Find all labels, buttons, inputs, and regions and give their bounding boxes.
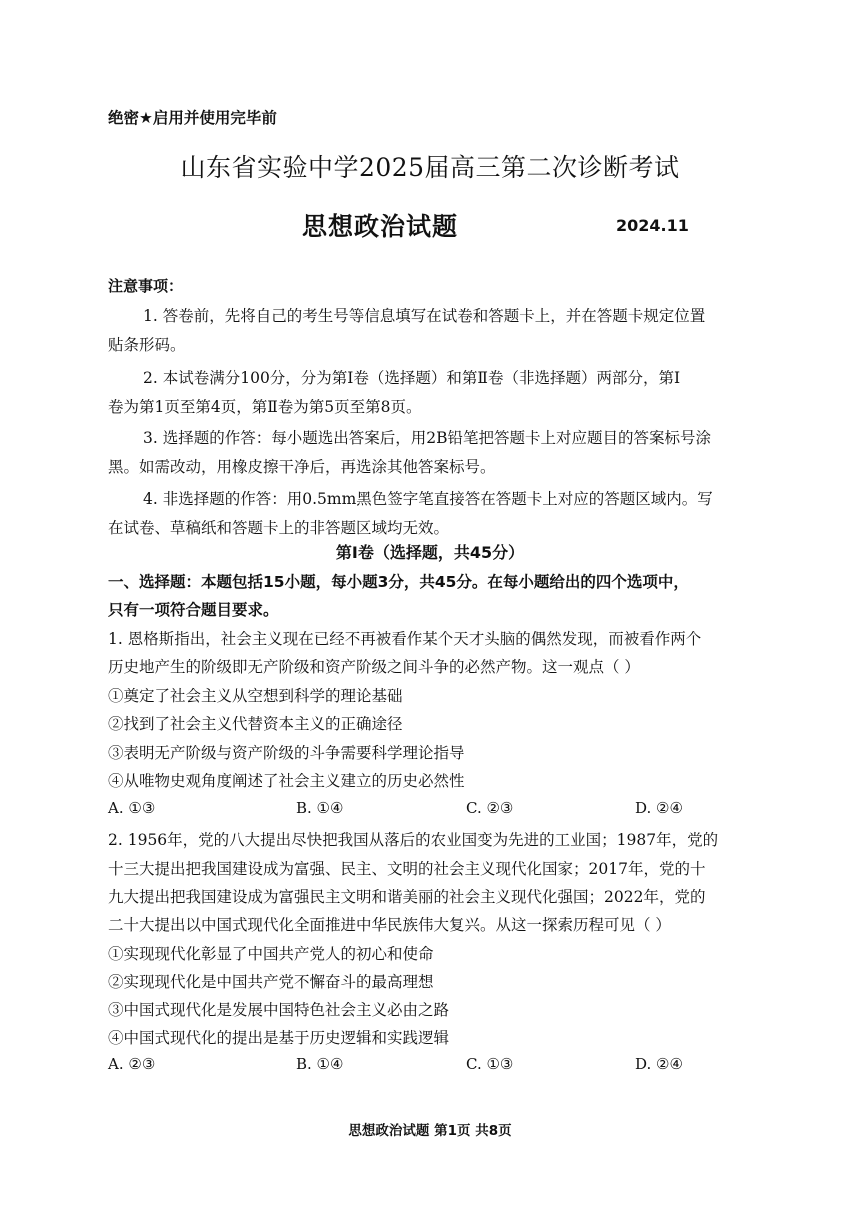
answer-option-d: D. ②④	[635, 1055, 683, 1073]
question-statement: ③表明无产阶级与资产阶级的斗争需要科学理论指导	[108, 744, 465, 762]
question-stem-line: 二十大提出以中国式现代化全面推进中华民族伟大复兴。从这一探索历程可见（ ）	[108, 916, 671, 934]
question-stem-line: 九大提出把我国建设成为富强民主文明和谐美丽的社会主义现代化强国；2022年，党的	[108, 888, 706, 906]
question-stem-line: 1. 恩格斯指出，社会主义现在已经不再被看作某个天才头脑的偶然发现，而被看作两个	[108, 630, 702, 648]
page-footer: 思想政治试题 第1页 共8页	[348, 1123, 512, 1139]
notice-line: 1. 答卷前，先将自己的考生号等信息填写在试卷和答题卡上，并在答题卡规定位置	[143, 307, 706, 325]
question-statement: ④中国式现代化的提出是基于历史逻辑和实践逻辑	[108, 1029, 450, 1047]
question-statement: ①实现现代化彰显了中国共产党人的初心和使命	[108, 945, 434, 963]
question-stem-line: 十三大提出把我国建设成为富强、民主、文明的社会主义现代化国家；2017年，党的十	[108, 860, 706, 878]
section-instructions: 一、选择题：本题包括15小题，每小题3分，共45分。在每小题给出的四个选项中，	[108, 573, 689, 591]
answer-option-d: D. ②④	[635, 799, 683, 817]
question-statement: ④从唯物史观角度阐述了社会主义建立的历史必然性	[108, 772, 465, 790]
notice-line: 贴条形码。	[108, 336, 186, 354]
notice-line: 4. 非选择题的作答：用0.5mm黑色签字笔直接答在答题卡上对应的答题区域内。写	[143, 490, 713, 508]
question-statement: ①奠定了社会主义从空想到科学的理论基础	[108, 687, 403, 705]
notice-line: 2. 本试卷满分100分，分为第Ⅰ卷（选择题）和第Ⅱ卷（非选择题）两部分，第Ⅰ	[143, 369, 681, 387]
section-instructions: 只有一项符合题目要求。	[108, 601, 279, 619]
notice-heading: 注意事项：	[108, 277, 184, 295]
question-stem-line: 2. 1956年，党的八大提出尽快把我国从落后的农业国变为先进的工业国；1987年，党的	[108, 831, 719, 849]
answer-option-b: B. ①④	[296, 799, 344, 817]
question-statement: ③中国式现代化是发展中国特色社会主义必由之路	[108, 1001, 450, 1019]
question-statement: ②找到了社会主义代替资本主义的正确途径	[108, 715, 403, 733]
answer-option-a: A. ①③	[108, 799, 156, 817]
confidential-label: 绝密★启用并使用完毕前	[108, 109, 277, 127]
answer-option-c: C. ②③	[466, 799, 514, 817]
notice-line: 在试卷、草稿纸和答题卡上的非答题区域均无效。	[108, 519, 450, 537]
exam-date: 2024.11	[616, 216, 689, 235]
school-exam-title: 山东省实验中学2025届高三第二次诊断考试	[180, 153, 680, 182]
answer-option-b: B. ①④	[296, 1055, 344, 1073]
subject-title: 思想政治试题	[302, 212, 459, 241]
notice-line: 黑。如需改动，用橡皮擦干净后，再选涂其他答案标号。	[108, 458, 496, 476]
question-stem-line: 历史地产生的阶级即无产阶级和资产阶级之间斗争的必然产物。这一观点（ ）	[108, 658, 640, 676]
section-title: 第Ⅰ卷（选择题，共45分）	[335, 543, 525, 562]
notice-line: 3. 选择题的作答：每小题选出答案后，用2B铅笔把答题卡上对应题目的答案标号涂	[143, 429, 711, 447]
question-statement: ②实现现代化是中国共产党不懈奋斗的最高理想	[108, 973, 434, 991]
answer-option-a: A. ②③	[108, 1055, 156, 1073]
answer-option-c: C. ①③	[466, 1055, 514, 1073]
notice-line: 卷为第1页至第4页，第Ⅱ卷为第5页至第8页。	[108, 398, 422, 416]
